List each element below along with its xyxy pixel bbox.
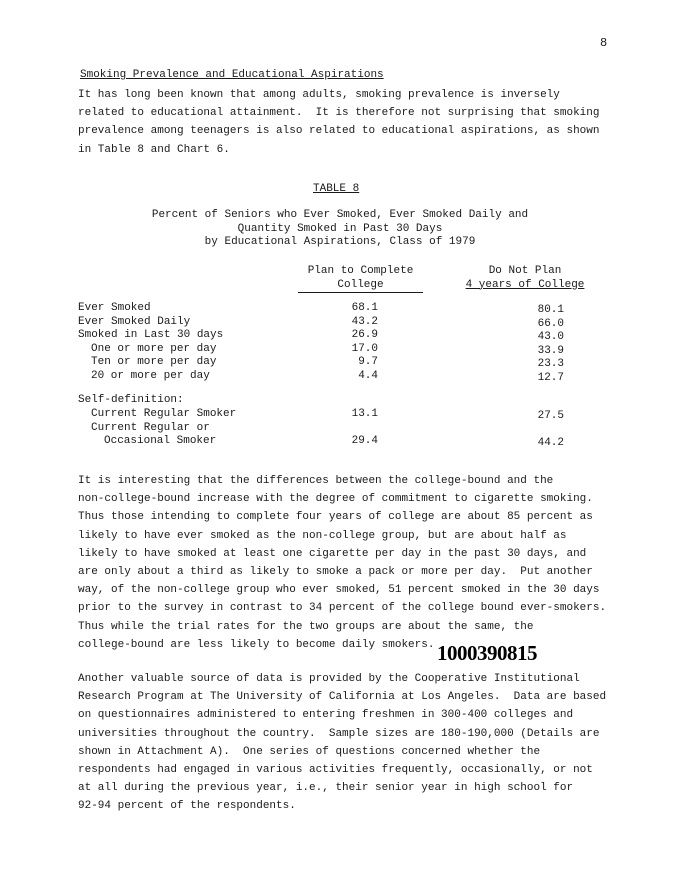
non-college-value: 27.5: [537, 410, 564, 422]
text-line: universities throughout the country. Sample sizes are 180-190,000 (Details are: [78, 727, 600, 740]
table-row: [78, 435, 618, 449]
text-line: shown in Attachment A). One series of questions concerned whether the: [78, 745, 541, 758]
text-line: likely to have smoked at least one cigarette per day in the past 30 days, and: [78, 547, 587, 560]
column-header-line: College: [298, 279, 423, 294]
table-title-line: Quantity Smoked in Past 30 Days: [237, 222, 443, 235]
row-label: Ever Smoked Daily: [78, 315, 191, 328]
table-title-line: by Educational Aspirations, Class of 1979: [204, 236, 476, 248]
cirp-paragraph: [78, 670, 606, 816]
text-line: in Table 8 and Chart 6.: [78, 143, 230, 156]
text-line: on questionnaires administered to entering freshmen in 300-400 colleges and: [78, 709, 574, 722]
text-line: at all during the previous year, i.e., their senior year in high school for: [78, 782, 574, 795]
non-college-value: 44.2: [537, 437, 564, 449]
college-value: 26.9: [351, 329, 378, 341]
row-label: Smoked in Last 30 days: [78, 329, 224, 341]
text-line: Thus while the trial rates for the two groups are about the same, the: [78, 620, 534, 633]
text-line: college-bound are less likely to become daily smokers.: [78, 638, 435, 651]
table-row: [78, 329, 618, 343]
college-value: 17.0: [351, 342, 378, 355]
table-title: [100, 209, 580, 250]
page-number: 8: [600, 36, 608, 50]
row-label: One or more per day: [91, 342, 217, 355]
text-line: Another valuable source of data is provided by the Cooperative Institutional: [78, 673, 580, 685]
college-value: 68.1: [351, 302, 378, 314]
table-row: [78, 316, 618, 330]
non-college-value: 80.1: [537, 304, 564, 316]
text-line: prior to the survey in contrast to 34 percent of the college bound ever-smokers.: [78, 602, 607, 615]
non-college-value: 12.7: [537, 371, 564, 384]
column-header-line: Plan to Complete: [307, 265, 414, 277]
text-line: non-college-bound increase with the degree of commitment to cigarette smoking.: [78, 493, 593, 506]
table-row-label-continued: [78, 422, 618, 436]
non-college-value: 33.9: [537, 344, 564, 357]
non-college-value: 23.3: [537, 358, 564, 370]
column-header-line: 4 years of College: [465, 278, 585, 291]
text-line: prevalence among teenagers is also related to educational aspirations, as shown: [78, 125, 600, 138]
college-value: 43.2: [351, 315, 378, 328]
section-heading: Smoking Prevalence and Educational Aspirations: [80, 69, 384, 81]
row-label: 20 or more per day: [91, 369, 210, 382]
text-line: Thus those intending to complete four years of college are about 85 percent as: [78, 511, 593, 524]
non-college-value: 66.0: [537, 317, 564, 330]
table-title-line: Percent of Seniors who Ever Smoked, Ever Smoked Daily and: [151, 209, 529, 221]
intro-paragraph: [78, 86, 600, 159]
text-line: It has long been known that among adults, smoking prevalence is inversely: [78, 89, 560, 101]
text-line: 92-94 percent of the respondents.: [78, 800, 296, 813]
self-definition-label-row: [78, 394, 618, 408]
column-header-line: Do Not Plan: [488, 265, 562, 277]
text-line: are only about a third as likely to smoke a pack or more per day. Put another: [78, 566, 593, 579]
text-line: Research Program at The University of California at Los Angeles. Data are based: [78, 691, 607, 704]
table-row: [78, 356, 618, 370]
table-row: [78, 370, 618, 384]
row-label: Current Regular Smoker: [91, 408, 237, 420]
college-value: 4.4: [358, 369, 378, 382]
text-line: It is interesting that the differences between the college-bound and the: [78, 475, 554, 487]
college-value: 13.1: [351, 408, 378, 420]
row-label: Current Regular or: [91, 421, 210, 434]
section-label: Self-definition:: [78, 394, 184, 406]
table-row: [78, 343, 618, 357]
text-line: respondents had engaged in various activities frequently, occasionally, or not: [78, 764, 593, 777]
text-line: related to educational attainment. It is therefore not surprising that smoking: [78, 107, 600, 120]
text-line: likely to have ever smoked as the non-college group, but are about half as: [78, 529, 567, 542]
table-row: [78, 408, 618, 422]
table-label: TABLE 8: [313, 183, 360, 195]
table-row: [78, 302, 618, 316]
college-value: 9.7: [358, 356, 378, 368]
document-id-stamp: 1000390815: [437, 641, 537, 665]
row-label: Occasional Smoker: [104, 435, 217, 447]
discussion-paragraph: [78, 472, 606, 654]
non-college-value: 43.0: [537, 331, 564, 343]
text-line: way, of the non-college group who ever smoked, 51 percent smoked in the 30 days: [78, 584, 600, 597]
row-label: Ten or more per day: [91, 356, 217, 368]
column-header-non-college: [455, 265, 595, 292]
column-header-college: [298, 265, 423, 293]
college-value: 29.4: [351, 435, 378, 447]
row-label: Ever Smoked: [78, 302, 151, 314]
